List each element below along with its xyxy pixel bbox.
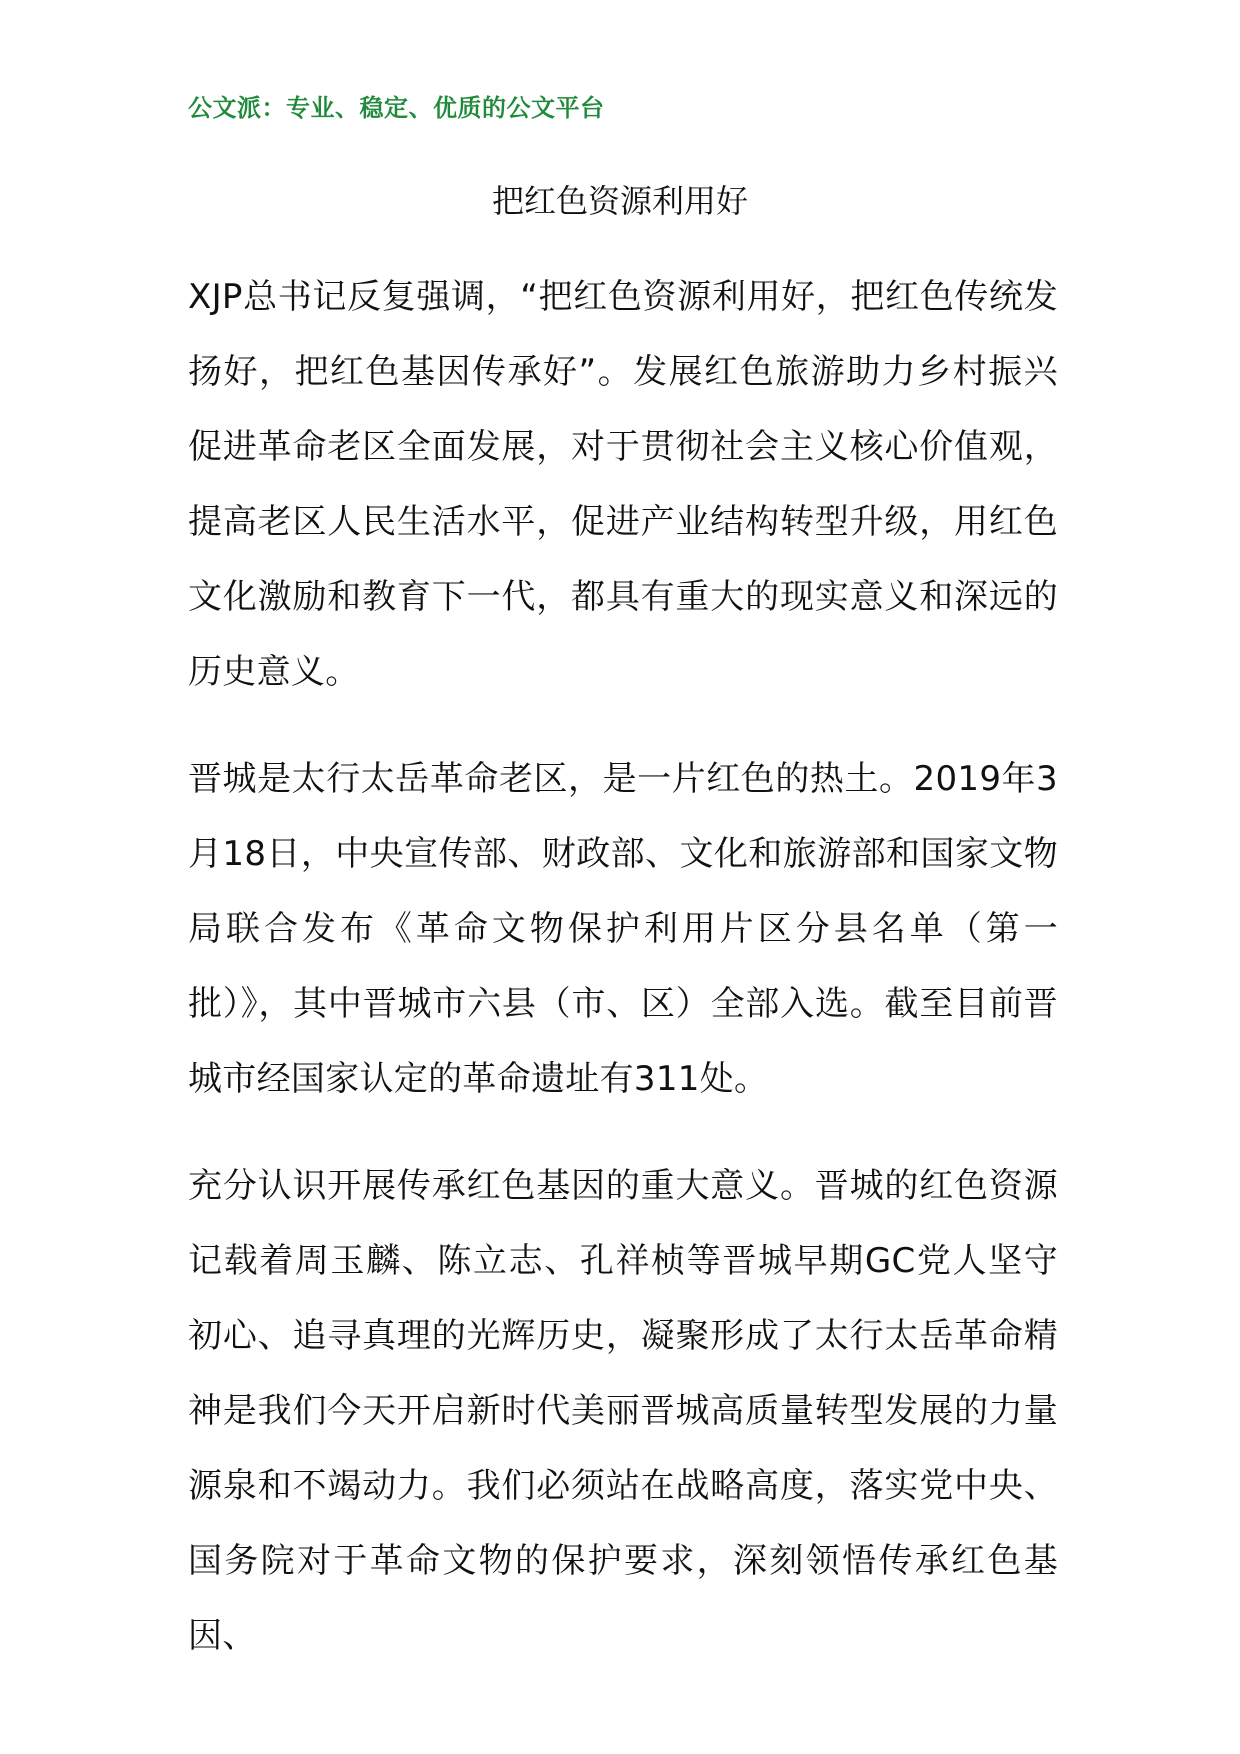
- document-body: [188, 260, 1058, 1706]
- paragraph-2: 晋城是太行太岳革命老区，是一片红色的热土。2019年3月18日，中央宣传部、财政部、文化和旅游部和国家文物局联合发布《革命文物保护利用片区分县名单（第一批）》，其中晋城市六县（市、区）全部入选。截至目前晋城市经国家认定的革命遗址有311处。: [188, 759, 1058, 1099]
- paragraph-3: 充分认识开展传承红色基因的重大意义。晋城的红色资源记载着周玉麟、陈立志、孔祥桢等晋城早期GC党人坚守初心、追寻真理的光辉历史，凝聚形成了太行太岳革命精神是我们今天开启新时代美丽晋城高质量转型发展的力量源泉和不竭动力。我们必须站在战略高度，落实党中央、国务院对于革命文物的保护要求，深刻领悟传承红色基因、: [188, 1166, 1058, 1656]
- document-title: 把红色资源利用好: [491, 182, 748, 220]
- header-slogan: 公文派：专业、稳定、优质的公文平台: [188, 94, 605, 122]
- paragraph-1: XJP总书记反复强调，“把红色资源利用好，把红色传统发扬好，把红色基因传承好”。发展红色旅游助力乡村振兴促进革命老区全面发展，对于贯彻社会主义核心价值观，提高老区人民生活水平，促进产业结构转型升级，用红色文化激励和教育下一代，都具有重大的现实意义和深远的历史意义。: [188, 277, 1058, 692]
